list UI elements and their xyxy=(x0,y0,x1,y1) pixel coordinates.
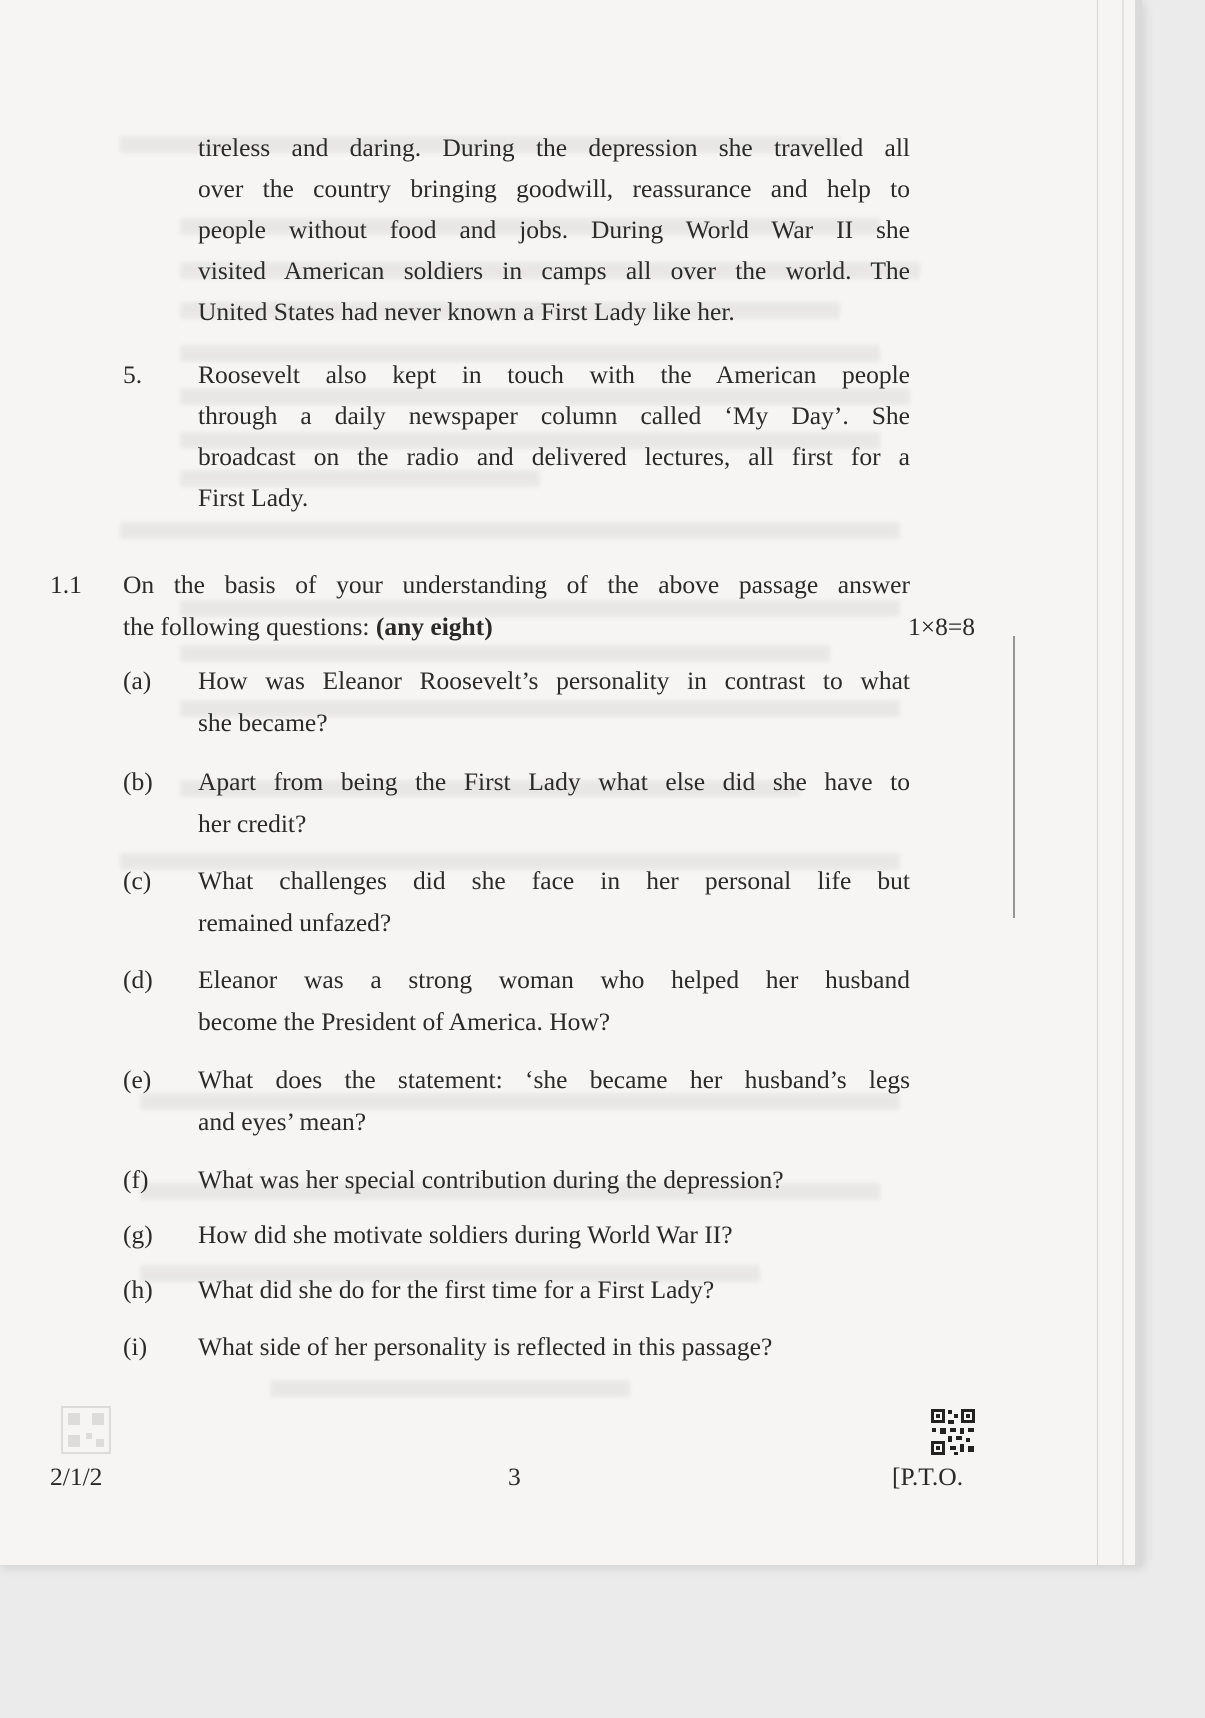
question-line: become the President of America. How? xyxy=(198,1007,611,1036)
paper-code: 2/1/2 xyxy=(50,1462,103,1491)
instruction-emphasis: (any eight) xyxy=(375,612,493,641)
question-line: Eleanor was a strong woman who helped her husband xyxy=(198,965,910,994)
question-label: (b) xyxy=(123,767,153,796)
page-edge xyxy=(1097,0,1098,1565)
question-label: (d) xyxy=(123,965,153,994)
page-number: 3 xyxy=(508,1462,521,1491)
question-label: (g) xyxy=(123,1220,153,1249)
paragraph-number: 5. xyxy=(123,360,143,389)
marks-allocation: 1×8=8 xyxy=(908,612,976,641)
question-line: How was Eleanor Roosevelt’s personality in contrast to what xyxy=(198,666,910,695)
faint-qr-stamp xyxy=(60,1405,112,1455)
passage-line: tireless and daring. During the depression she travelled all xyxy=(198,133,910,162)
paragraph-line: Roosevelt also kept in touch with the American people xyxy=(198,360,910,389)
question-number: 1.1 xyxy=(50,570,82,599)
question-label: (f) xyxy=(123,1165,149,1194)
question-line: she became? xyxy=(198,708,328,737)
instruction-text: the following questions: xyxy=(123,612,376,641)
question-label: (e) xyxy=(123,1065,152,1094)
paragraph-line: First Lady. xyxy=(198,483,309,512)
question-label: (a) xyxy=(123,666,152,695)
passage-line: over the country bringing goodwill, reassurance and help to xyxy=(198,174,910,203)
question-line: What side of her personality is reflected in this passage? xyxy=(198,1332,773,1361)
margin-rule xyxy=(1013,636,1015,918)
question-line: and eyes’ mean? xyxy=(198,1107,367,1136)
question-line: What does the statement: ‘she became her husband’s legs xyxy=(198,1065,910,1094)
question-line: What challenges did she face in her personal life but xyxy=(198,866,910,895)
question-label: (h) xyxy=(123,1275,153,1304)
question-line: Apart from being the First Lady what else did she have to xyxy=(198,767,910,796)
question-line: What was her special contribution during the depression? xyxy=(198,1165,784,1194)
question-instruction xyxy=(123,612,493,642)
page-edge xyxy=(1135,0,1142,1565)
question-line: What did she do for the first time for a First Lady? xyxy=(198,1275,715,1304)
page-edge xyxy=(1122,0,1124,1565)
question-line: remained unfazed? xyxy=(198,908,392,937)
question-line: How did she motivate soldiers during World War II? xyxy=(198,1220,733,1249)
please-turn-over: [P.T.O. xyxy=(892,1462,964,1491)
paragraph-line: through a daily newspaper column called ‘My Day’. She xyxy=(198,401,910,430)
passage-line: people without food and jobs. During World War II she xyxy=(198,215,910,244)
paragraph-line: broadcast on the radio and delivered lectures, all first for a xyxy=(198,442,910,471)
qr-code-icon xyxy=(930,1408,976,1456)
passage-line: United States had never known a First Lady like her. xyxy=(198,297,735,326)
question-instruction: On the basis of your understanding of the above passage answer xyxy=(123,570,910,599)
question-label: (c) xyxy=(123,866,152,895)
question-line: her credit? xyxy=(198,809,307,838)
passage-line: visited American soldiers in camps all over the world. The xyxy=(198,256,910,285)
question-label: (i) xyxy=(123,1332,148,1361)
